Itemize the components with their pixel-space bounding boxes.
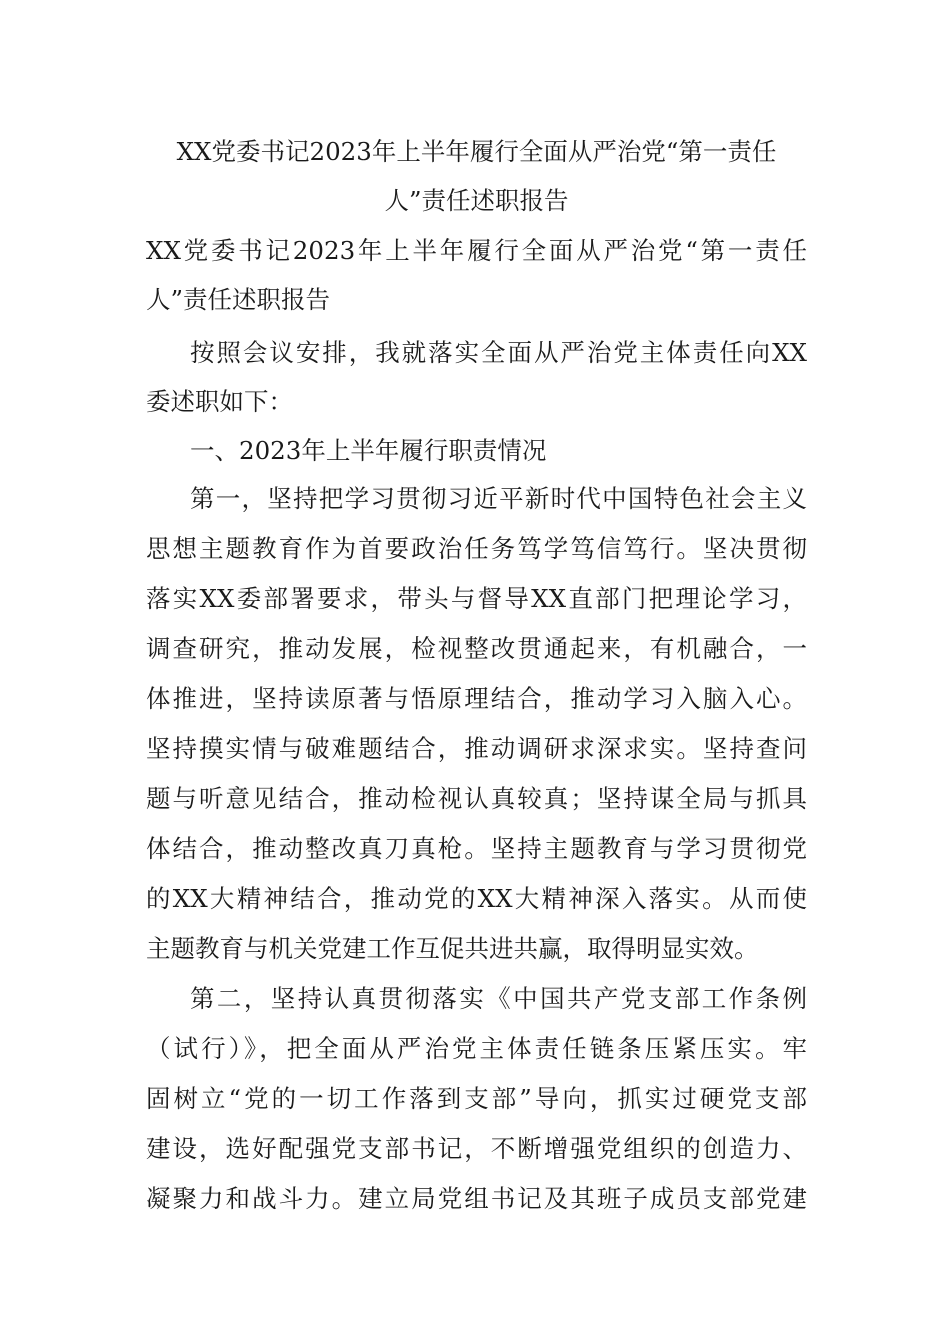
document-heading-line-2: 人”责任述职报告 (146, 285, 331, 314)
para2-line-3: 固树立“党的一切工作落到支部”导向，抓实过硬党支部 (146, 1084, 807, 1113)
para1-line-8: 体结合，推动整改真刀真枪。坚持主题教育与学习贯彻党 (146, 834, 807, 863)
para2-line-1: 第二，坚持认真贯彻落实《中国共产党支部工作条例 (190, 984, 807, 1013)
para1-line-3: 落实XX委部署要求，带头与督导XX直部门把理论学习， (146, 584, 807, 613)
section-heading: 一、2023年上半年履行职责情况 (190, 436, 547, 465)
intro-line-2: 委述职如下： (146, 387, 293, 416)
para2-line-4: 建设，选好配强党支部书记，不断增强党组织的创造力、 (146, 1134, 807, 1163)
para2-line-2: （试行）》，把全面从严治党主体责任链条压紧压实。牢 (146, 1034, 807, 1063)
para1-line-10: 主题教育与机关党建工作互促共进共赢，取得明显实效。 (146, 934, 759, 963)
para1-line-1: 第一，坚持把学习贯彻习近平新时代中国特色社会主义 (190, 484, 807, 513)
intro-line-1: 按照会议安排，我就落实全面从严治党主体责任向XX (190, 338, 807, 367)
para1-line-9: 的XX大精神结合，推动党的XX大精神深入落实。从而使 (146, 884, 807, 913)
para1-line-6: 坚持摸实情与破难题结合，推动调研求深求实。坚持查问 (146, 734, 807, 763)
para2-line-5: 凝聚力和战斗力。建立局党组书记及其班子成员支部党建 (146, 1184, 807, 1213)
para1-line-5: 体推进，坚持读原著与悟原理结合，推动学习入脑入心。 (146, 684, 807, 713)
document-title-line-1: XX党委书记2023年上半年履行全面从严治党“第一责任 (176, 137, 777, 166)
document-heading-line-1: XX党委书记2023年上半年履行全面从严治党“第一责任 (146, 236, 807, 265)
document-title-line-2: 人”责任述职报告 (384, 186, 569, 215)
para1-line-4: 调查研究，推动发展，检视整改贯通起来，有机融合，一 (146, 634, 807, 663)
para1-line-2: 思想主题教育作为首要政治任务笃学笃信笃行。坚决贯彻 (146, 534, 807, 563)
para1-line-7: 题与听意见结合，推动检视认真较真；坚持谋全局与抓具 (146, 784, 807, 813)
